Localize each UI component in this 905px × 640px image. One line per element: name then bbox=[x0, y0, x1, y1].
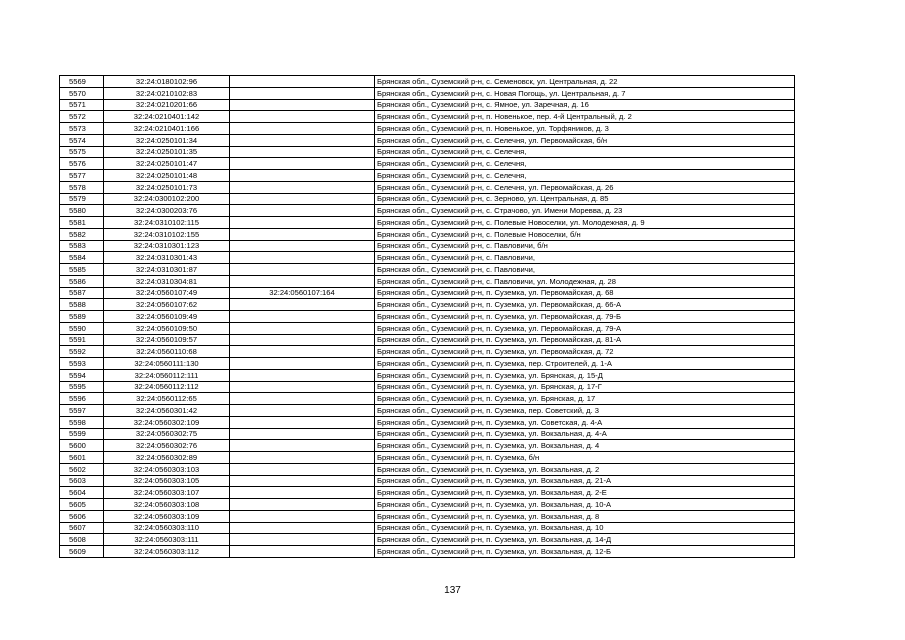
address-cell: Брянская обл., Суземский р-н, п. Суземка, ул. Вокзальная, д. 4 bbox=[375, 440, 795, 452]
previous-cadastral-number-cell bbox=[230, 534, 375, 546]
table-row bbox=[60, 499, 795, 511]
row-number-cell: 5596 bbox=[60, 393, 104, 405]
address-cell: Брянская обл., Суземский р-н, п. Суземка, ул. Первомайская, д. 79-А bbox=[375, 322, 795, 334]
previous-cadastral-number-cell bbox=[230, 193, 375, 205]
previous-cadastral-number-cell bbox=[230, 334, 375, 346]
table-row bbox=[60, 546, 795, 558]
row-number-cell: 5593 bbox=[60, 358, 104, 370]
table-row bbox=[60, 170, 795, 182]
address-cell: Брянская обл., Суземский р-н, п. Суземка, ул. Брянская, д. 17 bbox=[375, 393, 795, 405]
table-row bbox=[60, 287, 795, 299]
address-cell: Брянская обл., Суземский р-н, п. Суземка, ул. Вокзальная, д. 14-Д bbox=[375, 534, 795, 546]
cadastral-number-cell: 32:24:0560109:49 bbox=[104, 311, 230, 323]
cadastral-number-cell: 32:24:0250101:73 bbox=[104, 181, 230, 193]
table-row bbox=[60, 134, 795, 146]
row-number-cell: 5599 bbox=[60, 428, 104, 440]
cadastral-number-cell: 32:24:0210201:66 bbox=[104, 99, 230, 111]
address-cell: Брянская обл., Суземский р-н, п. Суземка, ул. Первомайская, д. 68 bbox=[375, 287, 795, 299]
row-number-cell: 5571 bbox=[60, 99, 104, 111]
cadastral-number-cell: 32:24:0210401:166 bbox=[104, 123, 230, 135]
cadastral-number-cell: 32:24:0560303:107 bbox=[104, 487, 230, 499]
row-number-cell: 5605 bbox=[60, 499, 104, 511]
table-row bbox=[60, 452, 795, 464]
cadastral-number-cell: 32:24:0210102:83 bbox=[104, 87, 230, 99]
previous-cadastral-number-cell bbox=[230, 264, 375, 276]
table-row bbox=[60, 334, 795, 346]
previous-cadastral-number-cell bbox=[230, 381, 375, 393]
address-cell: Брянская обл., Суземский р-н, с. Полевые Новоселки, б/н bbox=[375, 228, 795, 240]
address-cell: Брянская обл., Суземский р-н, с. Зерново, ул. Центральная, д. 85 bbox=[375, 193, 795, 205]
address-cell: Брянская обл., Суземский р-н, п. Суземка, ул. Вокзальная, д. 21-А bbox=[375, 475, 795, 487]
row-number-cell: 5576 bbox=[60, 158, 104, 170]
table-row bbox=[60, 322, 795, 334]
cadastral-number-cell: 32:24:0310301:43 bbox=[104, 252, 230, 264]
cadastral-number-cell: 32:24:0560110:68 bbox=[104, 346, 230, 358]
address-cell: Брянская обл., Суземский р-н, п. Суземка, ул. Вокзальная, д. 8 bbox=[375, 510, 795, 522]
row-number-cell: 5591 bbox=[60, 334, 104, 346]
cadastral-number-cell: 32:24:0560302:109 bbox=[104, 416, 230, 428]
address-cell: Брянская обл., Суземский р-н, с. Павловичи, bbox=[375, 264, 795, 276]
table-row bbox=[60, 264, 795, 276]
previous-cadastral-number-cell bbox=[230, 487, 375, 499]
table-row bbox=[60, 428, 795, 440]
cadastral-number-cell: 32:24:0560109:57 bbox=[104, 334, 230, 346]
address-cell: Брянская обл., Суземский р-н, п. Суземка, ул. Брянская, д. 15-Д bbox=[375, 369, 795, 381]
address-cell: Брянская обл., Суземский р-н, с. Семеновск, ул. Центральная, д. 22 bbox=[375, 76, 795, 88]
cadastral-number-cell: 32:24:0250101:47 bbox=[104, 158, 230, 170]
row-number-cell: 5586 bbox=[60, 275, 104, 287]
row-number-cell: 5585 bbox=[60, 264, 104, 276]
row-number-cell: 5597 bbox=[60, 405, 104, 417]
table-row bbox=[60, 381, 795, 393]
table-row bbox=[60, 487, 795, 499]
page-number: 137 bbox=[444, 585, 461, 596]
cadastral-number-cell: 32:24:0560303:108 bbox=[104, 499, 230, 511]
address-cell: Брянская обл., Суземский р-н, с. Павловичи, bbox=[375, 252, 795, 264]
table-row bbox=[60, 463, 795, 475]
cadastral-number-cell: 32:24:0560303:110 bbox=[104, 522, 230, 534]
cadastral-number-cell: 32:24:0310102:115 bbox=[104, 217, 230, 229]
table-row bbox=[60, 510, 795, 522]
table-row bbox=[60, 358, 795, 370]
previous-cadastral-number-cell bbox=[230, 510, 375, 522]
row-number-cell: 5587 bbox=[60, 287, 104, 299]
row-number-cell: 5583 bbox=[60, 240, 104, 252]
address-cell: Брянская обл., Суземский р-н, п. Суземка, пер. Строителей, д. 1-А bbox=[375, 358, 795, 370]
row-number-cell: 5578 bbox=[60, 181, 104, 193]
previous-cadastral-number-cell bbox=[230, 499, 375, 511]
previous-cadastral-number-cell bbox=[230, 275, 375, 287]
table-row bbox=[60, 252, 795, 264]
cadastral-number-cell: 32:24:0560302:76 bbox=[104, 440, 230, 452]
address-cell: Брянская обл., Суземский р-н, с. Павловичи, ул. Молодежная, д. 28 bbox=[375, 275, 795, 287]
previous-cadastral-number-cell bbox=[230, 405, 375, 417]
table-row bbox=[60, 369, 795, 381]
address-cell: Брянская обл., Суземский р-н, с. Селечня, bbox=[375, 170, 795, 182]
row-number-cell: 5575 bbox=[60, 146, 104, 158]
cadastral-number-cell: 32:24:0560301:42 bbox=[104, 405, 230, 417]
cadastral-number-cell: 32:24:0310301:123 bbox=[104, 240, 230, 252]
previous-cadastral-number-cell bbox=[230, 87, 375, 99]
registry-table bbox=[59, 75, 795, 558]
cadastral-number-cell: 32:24:0560302:75 bbox=[104, 428, 230, 440]
cadastral-number-cell: 32:24:0560112:111 bbox=[104, 369, 230, 381]
address-cell: Брянская обл., Суземский р-н, п. Суземка, ул. Вокзальная, д. 4-А bbox=[375, 428, 795, 440]
table-row bbox=[60, 475, 795, 487]
row-number-cell: 5582 bbox=[60, 228, 104, 240]
address-cell: Брянская обл., Суземский р-н, п. Суземка, пер. Советский, д. 3 bbox=[375, 405, 795, 417]
cadastral-number-cell: 32:24:0560112:112 bbox=[104, 381, 230, 393]
address-cell: Брянская обл., Суземский р-н, п. Суземка, ул. Советская, д. 4-А bbox=[375, 416, 795, 428]
previous-cadastral-number-cell bbox=[230, 452, 375, 464]
previous-cadastral-number-cell bbox=[230, 170, 375, 182]
table-row bbox=[60, 346, 795, 358]
row-number-cell: 5607 bbox=[60, 522, 104, 534]
address-cell: Брянская обл., Суземский р-н, п. Суземка, б/н bbox=[375, 452, 795, 464]
row-number-cell: 5600 bbox=[60, 440, 104, 452]
previous-cadastral-number-cell bbox=[230, 393, 375, 405]
address-cell: Брянская обл., Суземский р-н, п. Суземка, ул. Вокзальная, д. 2-Е bbox=[375, 487, 795, 499]
row-number-cell: 5573 bbox=[60, 123, 104, 135]
table-row bbox=[60, 123, 795, 135]
address-cell: Брянская обл., Суземский р-н, п. Суземка, ул. Первомайская, д. 66-А bbox=[375, 299, 795, 311]
row-number-cell: 5589 bbox=[60, 311, 104, 323]
table-row bbox=[60, 275, 795, 287]
previous-cadastral-number-cell bbox=[230, 181, 375, 193]
table-row bbox=[60, 193, 795, 205]
cadastral-number-cell: 32:24:0250101:34 bbox=[104, 134, 230, 146]
previous-cadastral-number-cell bbox=[230, 440, 375, 452]
table-row bbox=[60, 99, 795, 111]
previous-cadastral-number-cell bbox=[230, 428, 375, 440]
cadastral-number-cell: 32:24:0560112:65 bbox=[104, 393, 230, 405]
previous-cadastral-number-cell bbox=[230, 346, 375, 358]
cadastral-number-cell: 32:24:0250101:48 bbox=[104, 170, 230, 182]
row-number-cell: 5584 bbox=[60, 252, 104, 264]
previous-cadastral-number-cell bbox=[230, 134, 375, 146]
row-number-cell: 5609 bbox=[60, 546, 104, 558]
cadastral-number-cell: 32:24:0560109:50 bbox=[104, 322, 230, 334]
previous-cadastral-number-cell bbox=[230, 311, 375, 323]
previous-cadastral-number-cell bbox=[230, 299, 375, 311]
row-number-cell: 5588 bbox=[60, 299, 104, 311]
row-number-cell: 5604 bbox=[60, 487, 104, 499]
row-number-cell: 5574 bbox=[60, 134, 104, 146]
table-row bbox=[60, 299, 795, 311]
row-number-cell: 5570 bbox=[60, 87, 104, 99]
row-number-cell: 5608 bbox=[60, 534, 104, 546]
registry-body bbox=[60, 76, 795, 558]
row-number-cell: 5569 bbox=[60, 76, 104, 88]
previous-cadastral-number-cell bbox=[230, 76, 375, 88]
cadastral-number-cell: 32:24:0560303:103 bbox=[104, 463, 230, 475]
address-cell: Брянская обл., Суземский р-н, п. Суземка, ул. Вокзальная, д. 10 bbox=[375, 522, 795, 534]
row-number-cell: 5606 bbox=[60, 510, 104, 522]
cadastral-number-cell: 32:24:0180102:96 bbox=[104, 76, 230, 88]
table-row bbox=[60, 158, 795, 170]
table-row bbox=[60, 87, 795, 99]
previous-cadastral-number-cell bbox=[230, 416, 375, 428]
address-cell: Брянская обл., Суземский р-н, п. Суземка, ул. Вокзальная, д. 2 bbox=[375, 463, 795, 475]
previous-cadastral-number-cell bbox=[230, 123, 375, 135]
previous-cadastral-number-cell bbox=[230, 463, 375, 475]
cadastral-number-cell: 32:24:0560111:130 bbox=[104, 358, 230, 370]
previous-cadastral-number-cell bbox=[230, 228, 375, 240]
address-cell: Брянская обл., Суземский р-н, п. Суземка, ул. Вокзальная, д. 12-Б bbox=[375, 546, 795, 558]
table-row bbox=[60, 393, 795, 405]
cadastral-number-cell: 32:24:0560302:89 bbox=[104, 452, 230, 464]
cadastral-number-cell: 32:24:0300102:200 bbox=[104, 193, 230, 205]
address-cell: Брянская обл., Суземский р-н, с. Селечня, ул. Первомайская, б/н bbox=[375, 134, 795, 146]
previous-cadastral-number-cell bbox=[230, 252, 375, 264]
table-row bbox=[60, 440, 795, 452]
address-cell: Брянская обл., Суземский р-н, с. Селечня, ул. Первомайская, д. 26 bbox=[375, 181, 795, 193]
address-cell: Брянская обл., Суземский р-н, п. Суземка, ул. Первомайская, д. 79-Б bbox=[375, 311, 795, 323]
address-cell: Брянская обл., Суземский р-н, п. Суземка, ул. Брянская, д. 17-Г bbox=[375, 381, 795, 393]
row-number-cell: 5601 bbox=[60, 452, 104, 464]
previous-cadastral-number-cell bbox=[230, 358, 375, 370]
previous-cadastral-number-cell bbox=[230, 546, 375, 558]
cadastral-number-cell: 32:24:0310301:87 bbox=[104, 264, 230, 276]
row-number-cell: 5572 bbox=[60, 111, 104, 123]
cadastral-number-cell: 32:24:0560107:49 bbox=[104, 287, 230, 299]
previous-cadastral-number-cell bbox=[230, 99, 375, 111]
address-cell: Брянская обл., Суземский р-н, п. Суземка, ул. Вокзальная, д. 10-А bbox=[375, 499, 795, 511]
cadastral-number-cell: 32:24:0560303:105 bbox=[104, 475, 230, 487]
address-cell: Брянская обл., Суземский р-н, с. Полевые Новоселки, ул. Молодежная, д. 9 bbox=[375, 217, 795, 229]
row-number-cell: 5590 bbox=[60, 322, 104, 334]
previous-cadastral-number-cell bbox=[230, 322, 375, 334]
row-number-cell: 5577 bbox=[60, 170, 104, 182]
address-cell: Брянская обл., Суземский р-н, с. Селечня, bbox=[375, 158, 795, 170]
row-number-cell: 5602 bbox=[60, 463, 104, 475]
row-number-cell: 5594 bbox=[60, 369, 104, 381]
table-row bbox=[60, 146, 795, 158]
address-cell: Брянская обл., Суземский р-н, с. Селечня, bbox=[375, 146, 795, 158]
row-number-cell: 5579 bbox=[60, 193, 104, 205]
previous-cadastral-number-cell bbox=[230, 369, 375, 381]
row-number-cell: 5581 bbox=[60, 217, 104, 229]
cadastral-number-cell: 32:24:0560303:112 bbox=[104, 546, 230, 558]
previous-cadastral-number-cell bbox=[230, 158, 375, 170]
address-cell: Брянская обл., Суземский р-н, п. Суземка, ул. Первомайская, д. 72 bbox=[375, 346, 795, 358]
previous-cadastral-number-cell bbox=[230, 522, 375, 534]
address-cell: Брянская обл., Суземский р-н, с. Павловичи, б/н bbox=[375, 240, 795, 252]
previous-cadastral-number-cell bbox=[230, 217, 375, 229]
cadastral-number-cell: 32:24:0300203:76 bbox=[104, 205, 230, 217]
address-cell: Брянская обл., Суземский р-н, п. Новенькое, пер. 4-й Центральный, д. 2 bbox=[375, 111, 795, 123]
table-row bbox=[60, 534, 795, 546]
row-number-cell: 5580 bbox=[60, 205, 104, 217]
previous-cadastral-number-cell bbox=[230, 146, 375, 158]
address-cell: Брянская обл., Суземский р-н, п. Новенькое, ул. Торфяников, д. 3 bbox=[375, 123, 795, 135]
table-row bbox=[60, 181, 795, 193]
cadastral-number-cell: 32:24:0310102:155 bbox=[104, 228, 230, 240]
table-row bbox=[60, 405, 795, 417]
table-row bbox=[60, 111, 795, 123]
cadastral-number-cell: 32:24:0310304:81 bbox=[104, 275, 230, 287]
previous-cadastral-number-cell bbox=[230, 111, 375, 123]
cadastral-number-cell: 32:24:0250101:35 bbox=[104, 146, 230, 158]
previous-cadastral-number-cell bbox=[230, 240, 375, 252]
previous-cadastral-number-cell bbox=[230, 205, 375, 217]
address-cell: Брянская обл., Суземский р-н, с. Новая Погощь, ул. Центральная, д. 7 bbox=[375, 87, 795, 99]
cadastral-number-cell: 32:24:0560107:62 bbox=[104, 299, 230, 311]
row-number-cell: 5595 bbox=[60, 381, 104, 393]
cadastral-number-cell: 32:24:0210401:142 bbox=[104, 111, 230, 123]
row-number-cell: 5598 bbox=[60, 416, 104, 428]
previous-cadastral-number-cell bbox=[230, 475, 375, 487]
table-row bbox=[60, 522, 795, 534]
cadastral-number-cell: 32:24:0560303:111 bbox=[104, 534, 230, 546]
table-row bbox=[60, 416, 795, 428]
address-cell: Брянская обл., Суземский р-н, с. Ямное, ул. Заречная, д. 16 bbox=[375, 99, 795, 111]
address-cell: Брянская обл., Суземский р-н, п. Суземка, ул. Первомайская, д. 81-А bbox=[375, 334, 795, 346]
previous-cadastral-number-cell: 32:24:0560107:164 bbox=[230, 287, 375, 299]
table-row bbox=[60, 311, 795, 323]
table-row bbox=[60, 217, 795, 229]
table-row bbox=[60, 205, 795, 217]
row-number-cell: 5603 bbox=[60, 475, 104, 487]
table-row bbox=[60, 228, 795, 240]
cadastral-number-cell: 32:24:0560303:109 bbox=[104, 510, 230, 522]
address-cell: Брянская обл., Суземский р-н, с. Страчово, ул. Имени Моревва, д. 23 bbox=[375, 205, 795, 217]
row-number-cell: 5592 bbox=[60, 346, 104, 358]
table-row bbox=[60, 240, 795, 252]
table-row bbox=[60, 76, 795, 88]
